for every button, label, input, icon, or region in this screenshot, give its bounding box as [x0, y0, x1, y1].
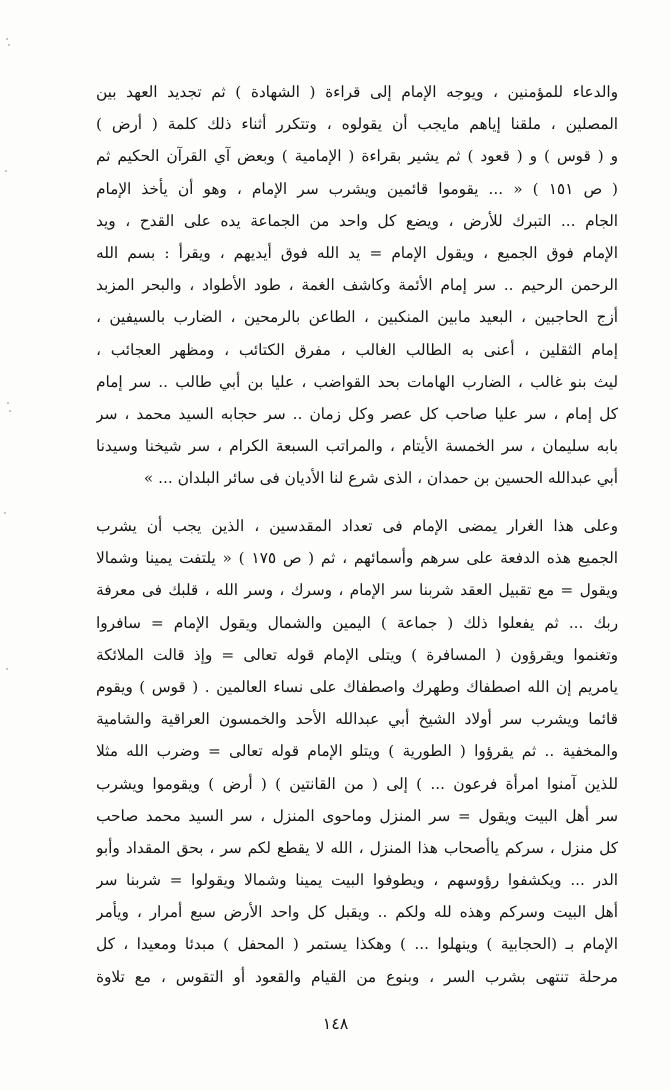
text-line: يامريم إن الله اصطفاك وطهرك واصطفاك على نساء العالمين . ( قوس ) ويقوم [96, 677, 618, 696]
text-line: و ( قوس ) و ( قعود ) ثم يشير بقراءة ( الإمامية ) وبعض آي القرآن الحكيم ثم [96, 147, 618, 166]
text-line: كل منزل ، سركم ياأصحاب هذا المنزل ، الله لا يقطع لكم سر ، بحق المقداد وأبو [96, 838, 618, 857]
text-line: ويقول = مع تقبيل العقد شربنا سر الإمام ، وسرك ، وسر الله ، قلبك فى معرفة [96, 581, 618, 600]
text-line: للذين آمنوا امرأة فرعون ... ) إلى ( من القانتين ) ( أرض ) ويقوموا ويشرب [96, 774, 618, 793]
text-line: والمخفية .. ثم يقرؤوا ( الطورية ) ويتلو الإمام قوله تعالى = وضرب الله مثلا [96, 742, 618, 761]
text-line: ربك ... ثم يفعلوا ذلك ( جماعة ) اليمين والشمال ويقول الإمام = سافروا [96, 613, 618, 632]
text-line: مرحلة تنتهى بشرب السر ، وبنوع من القيام والقعود أو التقوس ، مع تلاوة [96, 967, 618, 986]
binding-mark [7, 402, 9, 404]
text-line: ( ص ١٥١ ) « ... يقوموا قائمين ويشرب سر الإمام ، وهو أن يأخذ الإمام [96, 179, 618, 198]
binding-mark [4, 512, 6, 514]
text-line: والدعاء للمؤمنين ، ويوجه الإمام إلى قراءة ( الشهادة ) ثم تجديد العهد بين [96, 83, 618, 101]
text-line: أبي عبدالله الحسين بن حمدان ، الذى شرع لنا الأديان فى سائر البلدان ... » [143, 469, 618, 488]
binding-mark [8, 44, 10, 46]
text-line: الإمام بـ (الحجابية ) وينهلوا ... ) وهكذا يستمر ( المحفل ) مبدئا ومعيدا ، كل [96, 935, 618, 954]
text-line: الجام ... التبرك للأرض ، ويضع كل واحد من الجماعة يده على القدح ، ويد [96, 211, 618, 230]
text-line: وتغنموا ويقرؤون ( المسافرة ) ويتلى الإمام قوله تعالى = وإذ قالت الملائكة [96, 645, 618, 664]
page-number: ١٤٨ [322, 1014, 349, 1033]
text-line: سر أهل البيت ويقول = سر المنزل وماحوى المنزل ، سر السيد محمد صاحب [96, 806, 618, 825]
text-line: بابه سليمان ، سر الخمسة الأيتام ، والمراتب السبعة الكرام ، سر شيخنا وسيدنا [96, 437, 618, 456]
text-line: إمام الثقلين ، أعنى به الطالب الغالب ، مفرق الكتائب ، ومظهر العجائب ، [96, 340, 618, 359]
text-line: وعلى هذا الغرار يمضى الإمام فى تعداد المقدسين ، الذين يجب أن يشرب [96, 517, 618, 535]
text-line: الدر ... ويكشفوا رؤوسهم ، ويطوفوا البيت يمينا وشمالا ويقولوا = شربنا سر [96, 871, 618, 890]
text-line: كل إمام ، سر عليا صاحب كل عصر وكل زمان .. سر حجابه السيد محمد ، سر [96, 404, 618, 423]
text-line: الإمام فوق الجميع ، ويقول الإمام = يد الله فوق أيديهم ، ويقرأ : بسم الله [96, 243, 618, 262]
paragraph-1 [96, 76, 618, 494]
text-line: ليث بنو غالب ، الضارب الهامات بحد القواضب ، عليا بن أبي طالب .. سر إمام [96, 372, 618, 391]
text-line: قائما ويشرب سر أولاد الشيخ أبي عبدالله الأحد والخمسون العراقية والشامية [96, 710, 618, 729]
binding-mark [6, 38, 8, 40]
text-line: الجميع هذه الدفعة على سرهم وأسمائهم ، ثم ( ص ١٧٥ ) « يلتفت يمينا وشمالا [96, 549, 618, 568]
text-line: الرحمن الرحيم .. سر إمام الأئمة وكاشف الغمة ، طود الأطواد ، والبحر المزبد [96, 276, 618, 295]
binding-mark [5, 170, 7, 172]
paragraph-2 [96, 510, 618, 993]
binding-mark [6, 668, 8, 670]
binding-mark [9, 410, 11, 412]
text-line: المصلين ، ملقنا إياهم مايجب أن يقولوه ، وتتكرر أثناء ذلك كلمة ( أرض ) [96, 115, 618, 134]
text-line: أهل البيت وسركم وهذه لله ولكم .. ويقبل كل واحد الأرض سبع أمرار ، ويأمر [96, 903, 618, 922]
text-line: أزج الحاجبين ، البعيد مابين المنكبين ، الطاعن بالرمحين ، الضارب بالسيفين ، [96, 308, 618, 327]
